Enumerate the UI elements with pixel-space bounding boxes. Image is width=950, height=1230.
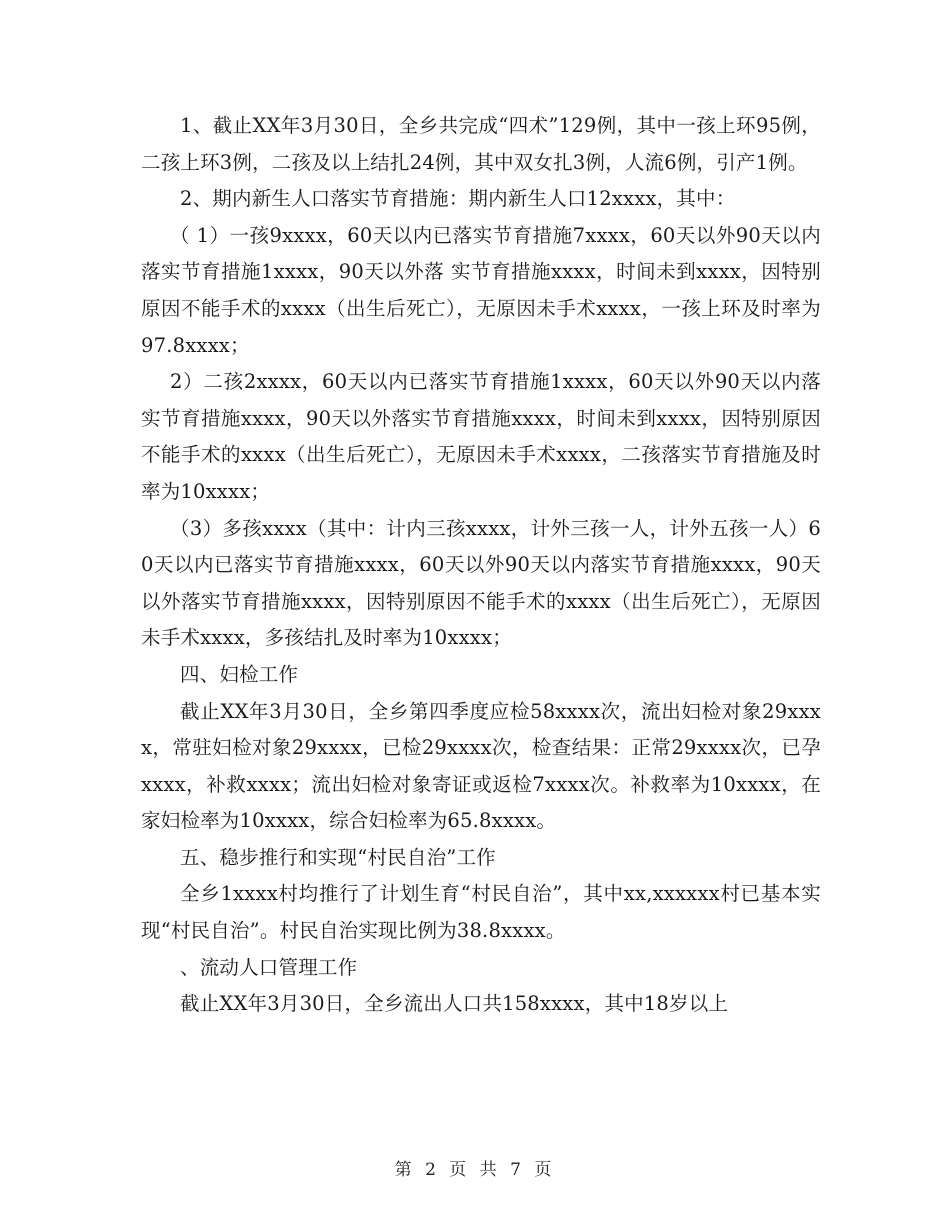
section-heading-floating-population: 、流动人口管理工作: [180, 955, 358, 979]
paragraph-second-child: 2）二孩2xxxx，60天以内已落实节育措施1xxxx，60天以外90天以内落实节育措施xxxx，90天以外落实节育措施xxxx，时间未到xxxx，因特别原因不能手术的xxxx（出生后死亡），无原因未手术xxxx，二孩落实节育措施及时率为10xxxx；: [141, 370, 821, 503]
paragraph-floating-population: 截止XX年3月30日，全乡流出人口共158xxxx，其中18岁以上: [180, 992, 729, 1016]
section-heading-gynecological-exam: 四、妇检工作: [180, 662, 299, 686]
document-body: [141, 108, 821, 1023]
paragraph-first-child: （ 1）一孩9xxxx，60天以内已落实节育措施7xxxx，60天以外90天以内落实节育措施1xxxx，90天以外落 实节育措施xxxx，时间未到xxxx，因特别原因不能手术的xxxx（出生后死亡），无原因未手术xxxx，一孩上环及时率为97.8xxxx；: [141, 223, 821, 357]
paragraph-village-autonomy: 全乡1xxxx村均推行了计划生育“村民自治”，其中xx,xxxxxx村已基本实现“村民自治”。村民自治实现比例为38.8xxxx。: [141, 882, 821, 943]
page-number-footer: 第 2 页 共 7 页: [394, 1160, 556, 1180]
paragraph-four-surgeries: 1、截止XX年3月30日，全乡共完成“四术”129例，其中一孩上环95例，二孩上环3例，二孩及以上结扎24例，其中双女扎3例，人流6例，引产1例。: [141, 114, 821, 174]
section-heading-village-autonomy: 五、稳步推行和实现“村民自治”工作: [180, 845, 496, 869]
paragraph-gynecological-exam: 截止XX年3月30日，全乡第四季度应检58xxxx次，流出妇检对象29xxxx，常驻妇检对象29xxxx，已检29xxxx次，检查结果：正常29xxxx次，已孕xxxx，补救xxxx；流出妇检对象寄证或返检7xxxx次。补救率为10xxxx，在家妇检率为10xxxx，综合妇检率为65.8xxxx。: [141, 699, 821, 833]
paragraph-multiple-children: （3）多孩xxxx（其中：计内三孩xxxx，计外三孩一人，计外五孩一人）60天以内已落实节育措施xxxx，60天以外90天以内落实节育措施xxxx，90天以外落实节育措施xxxx，因特别原因不能手术的xxxx（出生后死亡），无原因未手术xxxx，多孩结扎及时率为10xxxx；: [141, 516, 821, 650]
paragraph-newborn-measures: 2、期内新生人口落实节育措施：期内新生人口12xxxx，其中：: [180, 187, 736, 211]
